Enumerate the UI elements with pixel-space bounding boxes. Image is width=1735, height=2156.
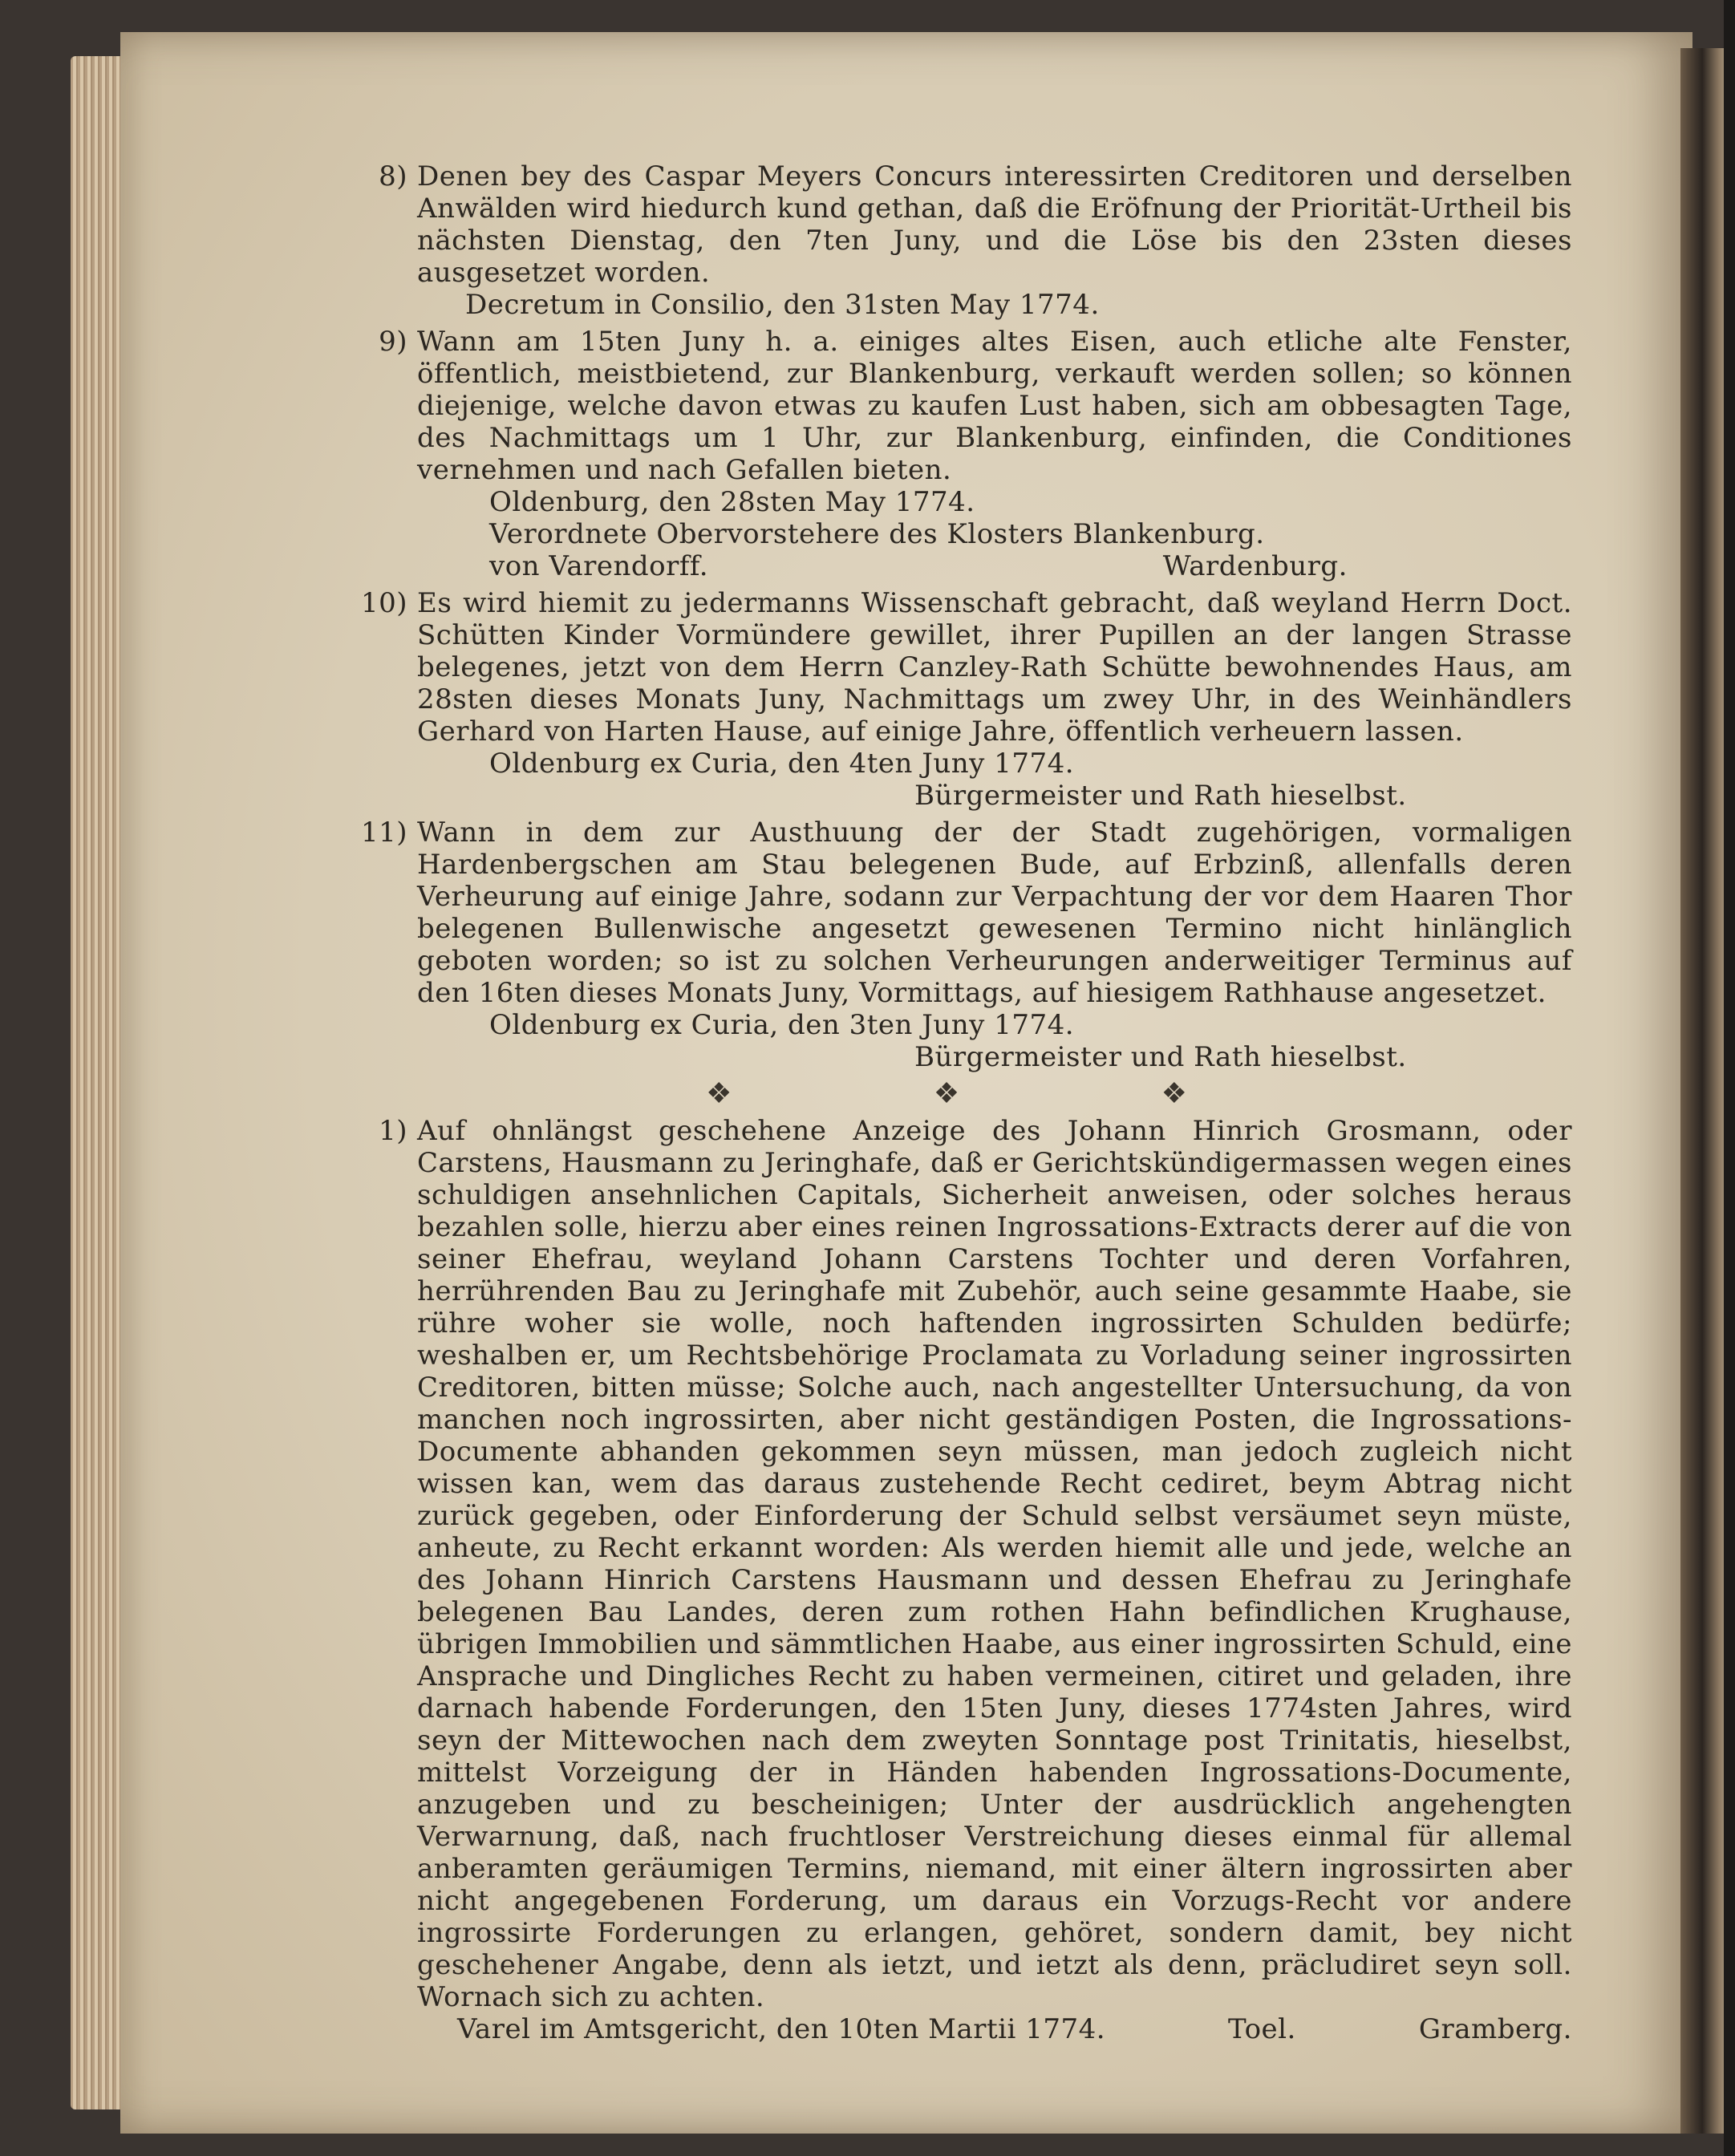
- notice-number: 9): [379, 326, 407, 358]
- notice-body: Wann in dem zur Austhuung der der Stadt zugehörigen, vormaligen Hardenbergschen am Stau belegenen Bude, auf Erbzinß, allenfalls deren Verheurung auf einige Jahre, sodann zur Verpachtung der vor dem Haaren Thor belegenen Bullenwische angesetzt gewesenen Termino nicht hinlänglich geboten worden; so ist zu solchen Verheurungen anderweitiger Terminus auf den 16ten dieses Monats Juny, Vormittags, auf hiesigem Rathhause angesetzet.: [417, 817, 1572, 1009]
- signatory: Gramberg.: [1418, 2013, 1572, 2045]
- page-text: [360, 160, 1572, 2050]
- section-divider: ❖ ❖ ❖: [706, 1077, 1283, 1110]
- notice-body: Denen bey des Caspar Meyers Concurs interessirten Creditoren und derselben Anwälden wird hiedurch kund gethan, daß die Eröfnung der Priorität-Urtheil bis nächsten Dienstag, den 7ten Juny, und die Löse bis den 23sten dieses ausgesetzet worden.: [417, 160, 1572, 289]
- notice-signature: Decretum in Consilio, den 31sten May 1774.: [465, 289, 1100, 321]
- notice-number: 1): [379, 1115, 407, 1147]
- notice-date: Oldenburg ex Curia, den 4ten Juny 1774.: [489, 748, 1075, 780]
- notice-body: Auf ohnlängst geschehene Anzeige des Johann Hinrich Grosmann, oder Carstens, Hausmann zu Jeringhafe, daß er Gerichtskündigermassen wegen eines schuldigen ansehnlichen Capitals, Sicherheit anweisen, oder solches heraus bezahlen solle, hierzu aber eines reinen Ingrossations-Extracts derer auf die von seiner Ehefrau, weyland Johann Carstens Tochter und deren Vorfahren, herrührenden Bau zu Jeringhafe mit Zubehör, auch seine gesammte Haabe, sie rühre woher sie wolle, noch haftenden ingrossirten Schulden bedürfe; weshalben er, um Rechtsbehörige Proclamata zu Vorladung seiner ingrossirten Creditoren, bitten müsse; Solche auch, nach angestellter Untersuchung, da von manchen noch ingrossirten, aber nicht geständigen Posten, die Ingrossations-Documente abhanden gekommen seyn müssen, man jedoch zugleich nicht wissen kan, wem das daraus zustehende Recht cediret, beym Abtrag nicht zurück gegeben, oder Einforderung der Schuld selbst versäumet seyn müste, anheute, zu Recht erkannt worden: Als werden hiemit alle und jede, welche an des Johann Hinrich Carstens Hausmann und dessen Ehefrau zu Jeringhafe belegenen Bau Landes, deren zum rothen Hahn befindlichen Krughause, übrigen Immobilien und sämmtlichen Haabe, aus einer ingrossirten Schuld, eine Ansprache und Dingliches Recht zu haben vermeinen, citiret und geladen, ihre darnach habende Forderungen, den 15ten Juny, dieses 1774sten Jahres, wird seyn der Mittewochen nach dem zweyten Sonntage post Trinitatis, hieselbst, mittelst Vorzeigung der in Händen habenden Ingrossations-Documente, anzugeben und zu bescheinigen; Unter der ausdrücklich angehengten Verwarnung, daß, nach fruchtloser Verstreichung dieses einmal für allemal anberamten geräumigen Termins, niemand, mit einer ältern ingrossirten aber nicht angegebenen Forderung, um daraus ein Vorzugs-Recht vor andere ingrossirte Forderungen zu erlangen, gehöret, sondern damit, bey nicht geschehener Angabe, denn als ietzt, und ietzt als denn, präcludiret seyn soll. Wornach sich zu achten.: [417, 1115, 1572, 2013]
- notice-body: Wann am 15ten Juny h. a. einiges altes Eisen, auch etliche alte Fenster, öffentlich, meistbietend, zur Blankenburg, verkauft werden sollen; so können diejenige, welche davon etwas zu kaufen Lust haben, sich am obbesagten Tage, des Nachmittags um 1 Uhr, zur Blankenburg, einfinden, die Conditiones vernehmen und nach Gefallen bieten.: [417, 326, 1572, 486]
- notice-number: 10): [360, 587, 407, 619]
- notice-1: [379, 1115, 1572, 2045]
- scan-border: [1724, 0, 1735, 2156]
- notice-9: [379, 326, 1572, 582]
- notice-date: Oldenburg ex Curia, den 3ten Juny 1774.: [489, 1009, 1075, 1041]
- notice-authority: Verordnete Obervorstehere des Klosters Blankenburg.: [489, 518, 1265, 550]
- signatory: von Varendorff.: [489, 550, 709, 582]
- signatory: Wardenburg.: [1162, 550, 1348, 582]
- notice-signature-row: [417, 2013, 1572, 2045]
- notice-8: [379, 160, 1572, 321]
- notice-10: [360, 587, 1572, 812]
- notice-authority: Bürgermeister und Rath hieselbst.: [914, 1041, 1407, 1073]
- book-page-edges: [71, 56, 127, 2109]
- notice-body: Es wird hiemit zu jedermanns Wissenschaft gebracht, daß weyland Herrn Doct. Schütten Kinder Vormündere gewillet, ihrer Pupillen an der langen Strasse belegenes, jetzt von dem Herrn Canzley-Rath Schütte bewohnendes Haus, am 28sten dieses Monats Juny, Nachmittags um zwey Uhr, in des Weinhändlers Gerhard von Harten Hause, auf einige Jahre, öffentlich verheuern lassen.: [417, 587, 1572, 748]
- notice-11: [360, 817, 1572, 1073]
- notice-date: Varel im Amtsgericht, den 10ten Martii 1774.: [457, 2013, 1106, 2045]
- notice-date: Oldenburg, den 28sten May 1774.: [489, 486, 975, 518]
- notice-signatories: [417, 550, 1572, 582]
- signatory: Toel.: [1228, 2013, 1296, 2045]
- notice-number: 8): [379, 160, 407, 192]
- notice-number: 11): [360, 817, 407, 849]
- notice-authority: Bürgermeister und Rath hieselbst.: [914, 780, 1407, 812]
